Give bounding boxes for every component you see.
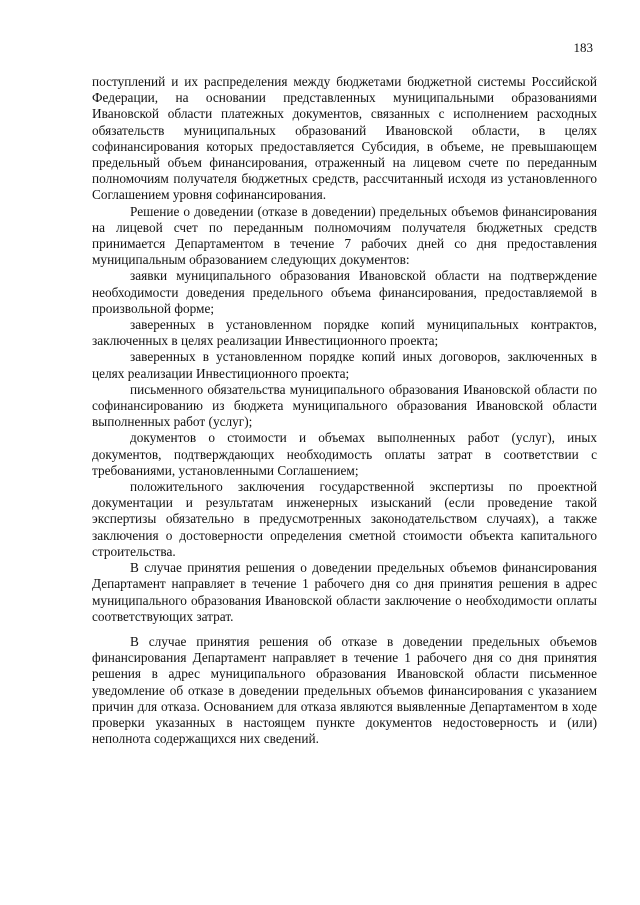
list-item-written-obligation: письменного обязательства муниципального образования Ивановской области по софинансированию из бюджета муниципального образования Ивановской области выполненных работ (услуг); [92,381,597,430]
list-item-cost-documents: документов о стоимости и объемах выполненных работ (услуг), иных документов, подтверждающих необходимость оплаты затрат в соответствии с требованиями, установленными Соглашением; [92,430,597,478]
paragraph-approval-case: В случае принятия решения о доведении предельных объемов финансирования Департамент направляет в течение 1 рабочего дня со дня принятия решения в адрес муниципального образования Ивановской области заключение о необходимости оплаты соответствующих затрат. [92,560,597,624]
paragraph-continuation: поступлений и их распределения между бюджетами бюджетной системы Российской Федерации, на основании представленных муниципальными образованиями Ивановской области платежных документов, связанных с исполнением расходных обязательств муниципальных образований Ивановской области, в целях софинансирования которых предоставляется Субсидия, в объеме, не превышающем предельный объем финансирования, отраженный на лицевом счете по переданным полномочиям получателя бюджетных средств, рассчитанный исходя из установленного Соглашением уровня софинансирования. [92,74,597,203]
paragraph-refusal-case: В случае принятия решения об отказе в доведении предельных объемов финансирования Департамент направляет в течение 1 рабочего дня со дня принятия решения в адрес муниципального образования Ивановской области письменное уведомление об отказе в доведении предельных объемов финансирования с указанием причин для отказа. Основанием для отказа являются выявленные Департаментом в ходе проверки указанных в настоящем пункте документов недостоверность и (или) неполнота содержащихся них сведений. [92,633,597,747]
page-number: 183 [573,40,593,55]
list-item-application: заявки муниципального образования Ивановской области на подтверждение необходимости доведения предельного объема финансирования, предоставляемой в произвольной форме; [92,268,597,316]
body-text [92,74,597,747]
list-item-expertise: положительного заключения государственной экспертизы по проектной документации и результатам инженерных изысканий (если проведение такой экспертизы обязательно в предусмотренных законодательством случаях), а также заключения о достоверности определения сметной стоимости объекта капитального строительства. [92,479,597,559]
paragraph-decision: Решение о доведении (отказе в доведении) предельных объемов финансирования на лицевой счет по переданным полномочиям получателя бюджетных средств принимается Департаментом в течение 7 рабочих дней со дня предоставления муниципальным образованием следующих документов: [92,203,597,268]
list-item-other-contracts: заверенных в установленном порядке копий иных договоров, заключенных в целях реализации Инвестиционного проекта; [92,349,597,381]
list-item-municipal-contracts: заверенных в установленном порядке копий муниципальных контрактов, заключенных в целях реализации Инвестиционного проекта; [92,317,597,349]
